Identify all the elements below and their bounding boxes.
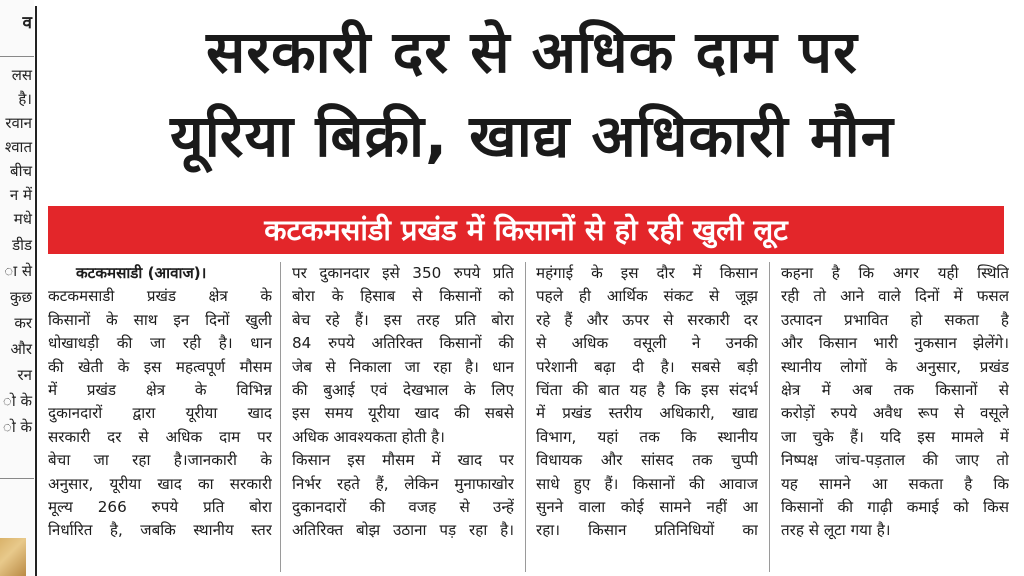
adjacent-article-strip bbox=[0, 0, 34, 576]
subheadline-banner: कटकमसांडी प्रखंड में किसानों से हो रही खुली लूट bbox=[48, 206, 1004, 254]
adjacent-headline-fragment: व bbox=[22, 13, 32, 33]
body-line: अतिरिक्त बोझ उठाना पड़ रहा है। bbox=[292, 521, 514, 540]
body-line: किसानों की गाढ़ी कमाई को किस bbox=[781, 498, 1009, 517]
body-line: में प्रखंड स्तरीय अधिकारी, खाद्य bbox=[536, 404, 758, 423]
column-divider bbox=[769, 262, 770, 572]
body-line: परेशानी बढ़ा दी है। सबसे बड़ी bbox=[536, 357, 758, 376]
headline-line-1: सरकारी दर से अधिक दाम पर bbox=[206, 18, 858, 86]
body-line: निष्पक्ष जांच-पड़ताल की जाए तो bbox=[781, 451, 1009, 470]
adjacent-text-line: ो के bbox=[2, 392, 32, 410]
article-body bbox=[48, 262, 1012, 572]
body-line: बेच रहे हैं। इस तरह प्रति बोरा bbox=[292, 310, 514, 329]
body-line: से अधिक वसूली ने उनकी bbox=[536, 334, 758, 353]
body-line: किसान इस मौसम में खाद पर bbox=[292, 451, 514, 470]
body-line: क्षेत्र में अब तक किसानों से bbox=[781, 381, 1009, 400]
body-line: जेब से निकाला जा रहा है। धान bbox=[292, 357, 514, 376]
body-line: की बुआई एवं देखभाल के लिए bbox=[292, 381, 514, 400]
body-line: चिंता की बात यह है कि इस संदर्भ bbox=[536, 381, 758, 400]
body-line: साधे हुए हैं। किसानों की आवाज bbox=[536, 474, 758, 493]
body-line: अधिक आवश्यकता होती है। bbox=[292, 427, 445, 446]
body-line: निर्भर रहते हैं, लेकिन मुनाफाखोर bbox=[292, 474, 514, 493]
article-column-1 bbox=[48, 262, 272, 572]
article-column-2 bbox=[292, 262, 514, 572]
body-line: स्थानीय लोगों के अनुसार, प्रखंड bbox=[781, 357, 1009, 376]
body-line: दुकानदारों की वजह से उन्हें bbox=[292, 498, 514, 517]
body-line: सुनने वाला कोई सामने नहीं आ bbox=[536, 498, 758, 517]
body-line: निर्धारित है, जबकि स्थानीय स्तर bbox=[48, 521, 272, 540]
column-divider bbox=[525, 262, 526, 572]
adjacent-text-line: ा से bbox=[4, 262, 32, 280]
article-column-4 bbox=[781, 262, 1009, 572]
body-line: रही तो आने वाले दिनों में फसल bbox=[781, 287, 1009, 306]
adjacent-text-line: लस bbox=[11, 66, 32, 84]
article-column-3 bbox=[536, 262, 758, 572]
column-divider bbox=[280, 262, 281, 572]
body-line: मूल्य 266 रुपये प्रति बोरा bbox=[48, 498, 272, 517]
body-line: तरह से लूटा गया है। bbox=[781, 521, 891, 540]
body-line: विधायक और सांसद तक चुप्पी bbox=[536, 451, 758, 470]
body-line: अनुसार, यूरीया खाद का सरकारी bbox=[48, 474, 272, 493]
article-headline bbox=[50, 10, 1014, 178]
body-line: पर दुकानदार इसे 350 रुपये प्रति bbox=[292, 264, 514, 282]
body-line: कहना है कि अगर यही स्थिति bbox=[781, 264, 1009, 282]
body-line: की खेती के इस महत्वपूर्ण मौसम bbox=[48, 357, 272, 376]
headline-line-2: यूरिया बिक्री, खाद्य अधिकारी मौन bbox=[170, 102, 894, 170]
dateline: कटकमसाडी (आवाज)। bbox=[76, 264, 207, 282]
adjacent-text-line: और bbox=[10, 340, 32, 358]
body-line: बेचा जा रहा है।जानकारी के bbox=[48, 451, 272, 470]
body-line: और किसान भारी नुकसान झेलेंगे। bbox=[781, 334, 1009, 353]
body-line: कटकमसाडी प्रखंड क्षेत्र के bbox=[48, 287, 272, 306]
body-line: इस समय यूरीया खाद की सबसे bbox=[292, 404, 514, 423]
adjacent-text-line: कर bbox=[14, 314, 32, 332]
body-line: यह सामने आ सकता है कि bbox=[781, 474, 1009, 493]
adjacent-rule bbox=[0, 478, 34, 479]
adjacent-rule bbox=[0, 56, 34, 57]
body-line: रहा। किसान प्रतिनिधियों का bbox=[536, 521, 758, 540]
body-line: रहे हैं और ऊपर से सरकारी दर bbox=[536, 310, 758, 329]
body-line: धोखाधड़ी की जा रही है। धान bbox=[48, 334, 272, 353]
adjacent-text-line: डीड bbox=[12, 236, 32, 254]
adjacent-text-line: न में bbox=[9, 186, 32, 204]
adjacent-text-line: मधे bbox=[13, 210, 32, 228]
column-divider bbox=[35, 6, 37, 576]
body-line: विभाग, यहां तक कि स्थानीय bbox=[536, 427, 758, 446]
adjacent-text-line: ो के bbox=[2, 418, 32, 436]
body-line: पहले ही आर्थिक संकट से जूझ bbox=[536, 287, 758, 306]
body-line: किसानों के साथ इन दिनों खुली bbox=[48, 310, 272, 329]
adjacent-text-line: रवान bbox=[5, 114, 32, 132]
adjacent-text-line: श्वात bbox=[4, 138, 32, 156]
adjacent-photo bbox=[0, 538, 26, 576]
adjacent-text-line: रन bbox=[17, 366, 32, 384]
body-line: बोरा के हिसाब से किसानों को bbox=[292, 287, 514, 306]
adjacent-text-line: बीच bbox=[10, 162, 32, 180]
body-line: सरकारी दर से अधिक दाम पर bbox=[48, 427, 272, 446]
body-line: दुकानदारों द्वारा यूरीया खाद bbox=[48, 404, 272, 423]
body-line: जा चुके हैं। यदि इस मामले में bbox=[781, 427, 1009, 446]
adjacent-text-line: कुछ bbox=[9, 288, 32, 306]
body-line: में प्रखंड क्षेत्र के विभिन्न bbox=[48, 381, 272, 400]
body-line: महंगाई के इस दौर में किसान bbox=[536, 264, 758, 282]
adjacent-text-line: है। bbox=[18, 90, 32, 108]
body-line: करोड़ों रुपये अवैध रूप से वसूले bbox=[781, 404, 1009, 423]
body-line: उत्पादन प्रभावित हो सकता है bbox=[781, 310, 1009, 329]
body-line: 84 रुपये अतिरिक्त किसानों की bbox=[292, 334, 514, 353]
